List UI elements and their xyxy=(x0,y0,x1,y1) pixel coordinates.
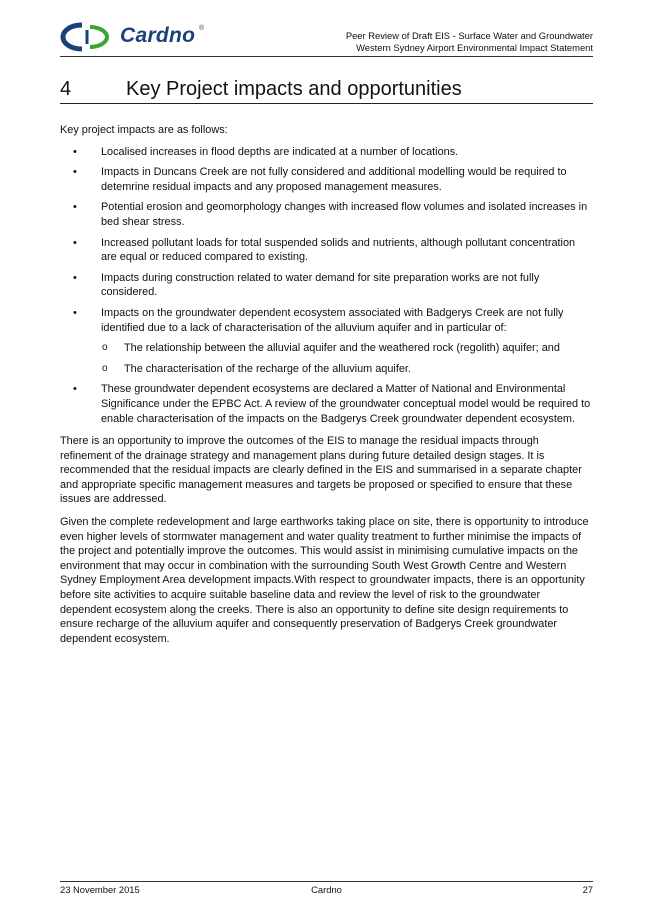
list-item-text: Potential erosion and geomorphology changes with increased flow volumes and isolated increases in bed shear stress. xyxy=(101,201,588,228)
section-number: 4 xyxy=(60,78,72,100)
list-item xyxy=(60,145,593,160)
document-title-line2: Western Sydney Airport Environmental Impact Statement xyxy=(356,42,593,53)
impact-list xyxy=(60,145,593,427)
sub-list-item xyxy=(100,341,593,356)
document-title xyxy=(346,30,593,54)
intro-text: Key project impacts are as follows: xyxy=(60,124,228,136)
footer-company: Cardno xyxy=(311,884,342,895)
footer-date: 23 November 2015 xyxy=(60,884,140,895)
list-item xyxy=(60,271,593,300)
sub-list-item-text: The characterisation of the recharge of the alluvium aquifer. xyxy=(124,362,411,375)
list-item xyxy=(60,382,593,426)
bullet-icon: • xyxy=(73,383,77,396)
bullet-icon: • xyxy=(73,145,77,158)
bullet-icon: • xyxy=(73,271,77,284)
list-item xyxy=(60,165,593,194)
circle-bullet-icon: o xyxy=(102,342,108,354)
list-item-text: Increased pollutant loads for total suspended solids and nutrients, although pollutant concentration are equal or reduced compared to existing. xyxy=(101,236,576,264)
list-item xyxy=(60,200,593,229)
bullet-icon: • xyxy=(73,166,77,179)
circle-bullet-icon: o xyxy=(102,362,108,374)
list-item-text: Impacts on the groundwater dependent ecosystem associated with Badgerys Creek are not fully identified due to a lack of characterisation of the alluvium aquifer and in particular of: xyxy=(101,306,564,334)
list-item-text: Impacts in Duncans Creek are not fully considered and additional modelling would be required to detemrine residual impacts and any proposed management measures. xyxy=(101,166,567,193)
logo-registered-mark: ® xyxy=(199,25,205,32)
page-header xyxy=(60,22,593,56)
logo-wordmark: Cardno xyxy=(120,24,196,47)
bullet-icon: • xyxy=(73,201,77,214)
cardno-logo xyxy=(60,22,220,52)
redevelopment-paragraph: Given the complete redevelopment and large earthworks taking place on site, there is opportunity to introduce even higher levels of stormwater management and water quality treatment to further minimise the impacts of the project and potentially improve the outcomes. This would assist in minimising cumulative impacts on the environment that may occur in combination with the surrounding South West Growth Centre and Western Sydney Employment Area development impacts.With respect to groundwater impacts, there is an opportunity before site activities to acquire suitable baseline data and review the level of risk to the groundwater dependent ecosystem along the creeks. There is also an opportunity to define site design requirements to ensure recharge of the alluvium aquifer and consequently preservation of Badgerys Creek groundwater dependent ecosystem. xyxy=(60,516,589,645)
document-title-line1: Peer Review of Draft EIS - Surface Water and Groundwater xyxy=(345,30,593,41)
section-heading-divider xyxy=(60,103,593,104)
list-item-text: Localised increases in flood depths are indicated at a number of locations. xyxy=(101,145,459,158)
sub-list-item xyxy=(100,362,593,377)
header-divider xyxy=(60,56,593,57)
page-body xyxy=(60,123,593,646)
cardno-logo-icon xyxy=(60,22,120,52)
sub-list xyxy=(101,341,593,376)
bullet-icon: • xyxy=(73,236,77,249)
footer-divider xyxy=(60,881,593,882)
list-item-text: Impacts during construction related to water demand for site preparation works are not fully considered. xyxy=(101,271,540,299)
sub-list-item-text: The relationship between the alluvial aquifer and the weathered rock (regolith) aquifer; and xyxy=(124,342,560,355)
section-heading xyxy=(60,78,593,104)
section-title: Key Project impacts and opportunities xyxy=(126,78,462,100)
list-item xyxy=(60,306,593,376)
page-number: 27 xyxy=(582,884,593,895)
bullet-icon: • xyxy=(73,306,77,319)
opportunity-paragraph: There is an opportunity to improve the outcomes of the EIS to manage the residual impacts through refinement of the drainage strategy and management plans during future detailed design stages. It is recommended that the residual impacts are clearly defined in the EIS and summarised in a separate chapter and appropriate specific management measures and targets be proposed or specified to ensure that these issues are addressed. xyxy=(60,435,582,506)
list-item xyxy=(60,236,593,265)
list-item-text: These groundwater dependent ecosystems are declared a Matter of National and Environmental Significance under the EPBC Act. A review of the groundwater conceptual model would be required to enable characterisation of the impacts on the Badgerys Creek groundwater dependent ecosystem. xyxy=(101,383,591,425)
